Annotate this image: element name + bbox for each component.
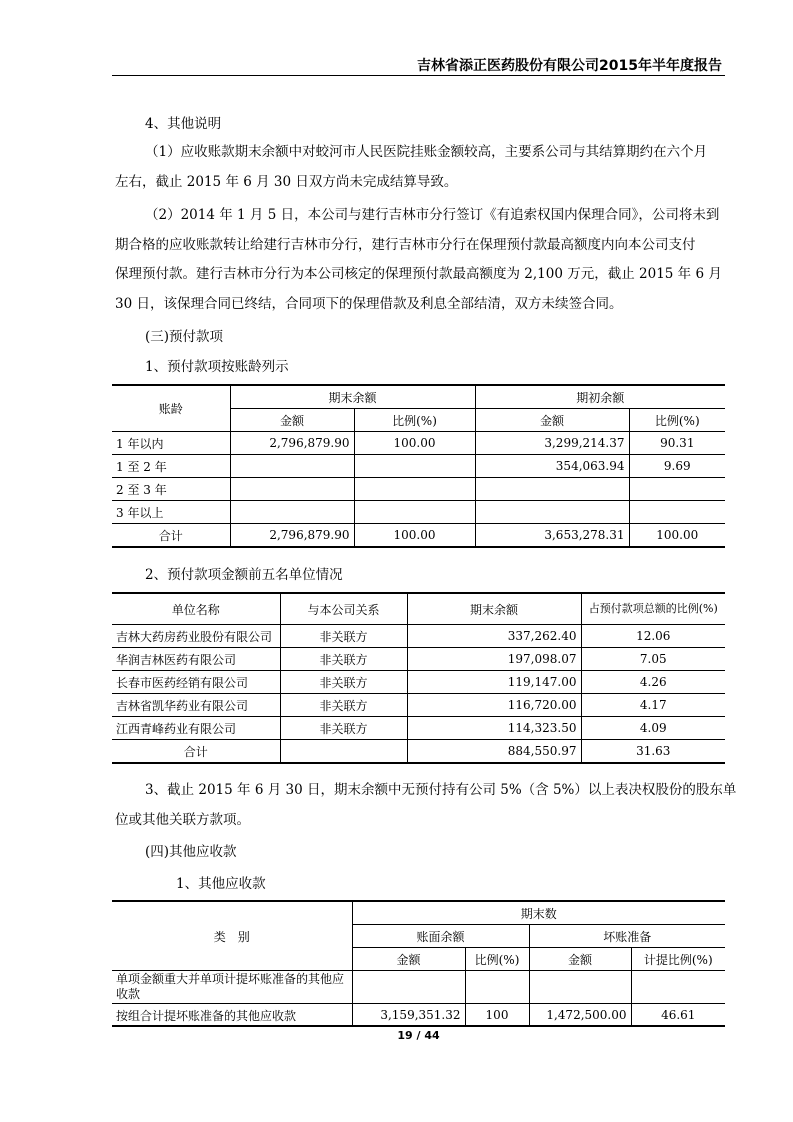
end-ratio-cell [354,478,475,501]
col-amount-header: 金额 [352,948,465,971]
provision-ratio-cell [631,971,725,1004]
begin-ratio-cell: 90.31 [629,432,725,455]
balance-cell: 114,323.50 [407,717,581,740]
col-age-header: 账龄 [112,385,230,432]
amount-cell [352,971,465,1004]
header-rule [112,75,725,76]
col-balance-header: 期末余额 [407,593,581,625]
prepay-top5-table [112,592,725,764]
note-3-line1: 3、截止 2015 年 6 月 30 日，期末余额中无预付持有公司 5%（含 5%）以上表决权股份的股东单 [145,782,737,798]
age-cell: 合计 [112,524,230,548]
other-receivables-heading: 1、其他应收款 [176,876,266,892]
col-ratio-header: 比例(%) [354,409,475,432]
begin-ratio-cell [629,478,725,501]
age-cell: 3 年以上 [112,501,230,524]
amount-cell: 3,159,351.32 [352,1004,465,1027]
table-row [112,971,725,1004]
relation-cell: 非关联方 [280,717,407,740]
share-cell: 4.26 [581,671,725,694]
relation-cell [280,740,407,764]
note-1-line1: （1）应收账款期末余额中对蛟河市人民医院挂账金额较高，主要系公司与其结算期约在六个月 [145,144,708,160]
bad-debt-cell [529,971,631,1004]
relation-cell: 非关联方 [280,648,407,671]
company-name-cell: 江西青峰药业有限公司 [112,717,280,740]
table-row [112,478,725,501]
col-book-balance-header: 账面余额 [352,925,529,948]
col-relation-header: 与本公司关系 [280,593,407,625]
begin-amount-cell: 354,063.94 [475,455,629,478]
note-2-line4: 30 日，该保理合同已终结，合同项下的保理借款及利息全部结清，双方未续签合同。 [115,296,623,312]
prepay-top5-heading: 2、预付款项金额前五名单位情况 [145,567,343,583]
ratio-cell: 100 [465,1004,529,1027]
company-name-cell: 长春市医药经销有限公司 [112,671,280,694]
balance-cell: 197,098.07 [407,648,581,671]
end-amount-cell [230,501,354,524]
table-row [112,625,725,648]
col-bad-debt-header: 坏账准备 [529,925,725,948]
end-amount-cell [230,455,354,478]
table-row [112,694,725,717]
age-cell: 1 年以内 [112,432,230,455]
age-cell: 1 至 2 年 [112,455,230,478]
age-cell: 2 至 3 年 [112,478,230,501]
company-name-cell: 吉林省凯华药业有限公司 [112,694,280,717]
end-ratio-cell [354,455,475,478]
begin-amount-cell [475,478,629,501]
col-end-balance-header: 期末余额 [230,385,475,409]
col-amount-header: 金额 [230,409,354,432]
note-2-line3: 保理预付款。建行吉林市分行为本公司核定的保理预付款最高额度为 2,100 万元，截止 2015 年 6 月 [115,266,722,282]
table-row [112,455,725,478]
begin-amount-cell [475,501,629,524]
end-ratio-cell: 100.00 [354,524,475,548]
table-row [112,717,725,740]
section-prepayments: (三)预付款项 [145,329,224,345]
category-cell: 按组合计提坏账准备的其他应收款 [112,1004,352,1027]
section-other-notes: 4、其他说明 [145,116,222,132]
table-total-row [112,740,725,764]
ratio-cell [465,971,529,1004]
balance-cell: 116,720.00 [407,694,581,717]
note-2-line2: 期合格的应收账款转让给建行吉林市分行，建行吉林市分行在保理预付款最高额度内向本公司支付 [115,237,696,253]
table-row [112,501,725,524]
share-cell: 31.63 [581,740,725,764]
relation-cell: 非关联方 [280,694,407,717]
company-name-cell: 华润吉林医药有限公司 [112,648,280,671]
col-amount-header: 金额 [475,409,629,432]
begin-ratio-cell: 9.69 [629,455,725,478]
end-ratio-cell: 100.00 [354,432,475,455]
table-total-row [112,524,725,548]
company-name-cell: 合计 [112,740,280,764]
begin-amount-cell: 3,653,278.31 [475,524,629,548]
provision-ratio-cell: 46.61 [631,1004,725,1027]
page-number: 19 / 44 [112,1025,725,1042]
col-share-header: 占预付款项总额的比例(%) [581,593,725,625]
bad-debt-cell: 1,472,500.00 [529,1004,631,1027]
note-2-line1: （2）2014 年 1 月 5 日，本公司与建行吉林市分行签订《有追索权国内保理合同》，公司将未到 [145,207,720,223]
col-amount-header: 金额 [529,948,631,971]
note-1-line2: 左右，截止 2015 年 6 月 30 日双方尚未完成结算导致。 [115,174,458,190]
begin-ratio-cell [629,501,725,524]
report-header-title: 吉林省添正医药股份有限公司2015年半年度报告 [417,58,722,74]
category-cell: 单项金额重大并单项计提坏账准备的其他应收款 [112,971,352,1004]
col-begin-balance-header: 期初余额 [475,385,725,409]
note-3-line2: 位或其他关联方款项。 [115,812,250,828]
end-amount-cell: 2,796,879.90 [230,524,354,548]
section-other-receivables: (四)其他应收款 [145,844,237,860]
end-amount-cell: 2,796,879.90 [230,432,354,455]
prepay-aging-heading: 1、预付款项按账龄列示 [145,359,289,375]
share-cell: 4.09 [581,717,725,740]
balance-cell: 884,550.97 [407,740,581,764]
col-ratio-header: 比例(%) [465,948,529,971]
table-row [112,671,725,694]
prepay-aging-table [112,384,725,548]
company-name-cell: 吉林大药房药业股份有限公司 [112,625,280,648]
balance-cell: 119,147.00 [407,671,581,694]
end-amount-cell [230,478,354,501]
col-period-end-header: 期末数 [352,901,725,925]
table-row [112,1004,725,1027]
col-ratio-header: 比例(%) [629,409,725,432]
table-row [112,648,725,671]
other-receivables-table [112,900,725,1027]
end-ratio-cell [354,501,475,524]
begin-ratio-cell: 100.00 [629,524,725,548]
share-cell: 4.17 [581,694,725,717]
relation-cell: 非关联方 [280,625,407,648]
relation-cell: 非关联方 [280,671,407,694]
table-row [112,432,725,455]
share-cell: 7.05 [581,648,725,671]
balance-cell: 337,262.40 [407,625,581,648]
begin-amount-cell: 3,299,214.37 [475,432,629,455]
col-provision-ratio-header: 计提比例(%) [631,948,725,971]
col-category-header: 类 别 [112,901,352,971]
share-cell: 12.06 [581,625,725,648]
col-name-header: 单位名称 [112,593,280,625]
